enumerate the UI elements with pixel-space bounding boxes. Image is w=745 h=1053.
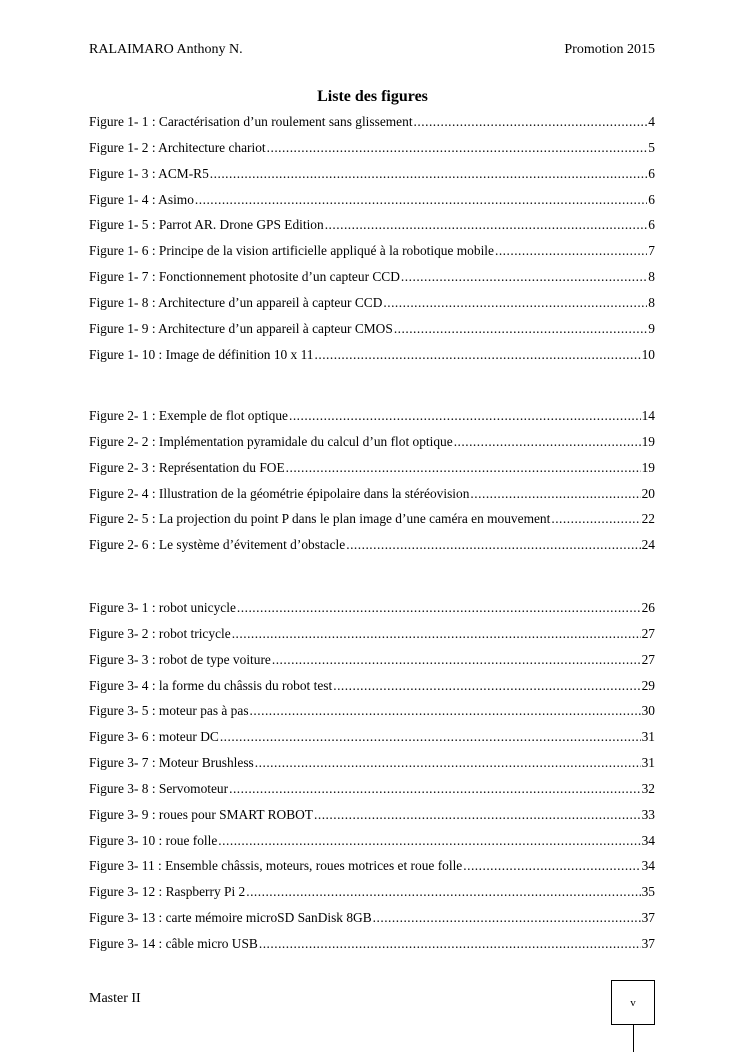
dot-leader	[210, 166, 648, 182]
figure-entry-page: 31	[641, 755, 655, 771]
dot-leader	[314, 807, 641, 823]
dot-leader	[551, 511, 640, 527]
figure-entry-page: 14	[641, 408, 655, 423]
page-number-box	[611, 980, 655, 1025]
dot-leader	[454, 434, 641, 450]
figure-entry-page: 27	[641, 625, 655, 641]
figure-entry-page: 37	[641, 935, 655, 951]
figure-entry[interactable]	[89, 537, 655, 563]
figure-entry-label: Figure 2- 5 : La projection du point P dans le plan image d’une caméra en mouvement	[89, 511, 551, 527]
page-number: v	[630, 996, 636, 1009]
figure-entry-label: Figure 2- 3 : Représentation du FOE	[89, 459, 285, 475]
figure-entry[interactable]	[89, 269, 655, 295]
figure-entry-page: 34	[641, 832, 655, 848]
figure-entry[interactable]	[89, 486, 655, 512]
figure-entry[interactable]	[89, 140, 655, 166]
dot-leader	[401, 269, 647, 285]
figure-entry-page: 37	[641, 910, 655, 926]
figure-entry-label: Figure 3- 9 : roues pour SMART ROBOT	[89, 806, 313, 822]
figure-entry-page: 6	[648, 191, 655, 207]
figure-entry[interactable]	[89, 781, 655, 807]
figure-entry[interactable]	[89, 295, 655, 321]
figure-entry[interactable]	[89, 755, 655, 781]
figure-entry-label: Figure 1- 4 : Asimo	[89, 191, 194, 207]
figure-entry[interactable]	[89, 884, 655, 910]
figure-entry-page: 10	[641, 346, 655, 362]
figure-entry-label: Figure 1- 2 : Architecture chariot	[89, 139, 266, 155]
figure-entry[interactable]	[89, 703, 655, 729]
figure-entry-label: Figure 3- 12 : Raspberry Pi 2	[89, 884, 246, 900]
figure-entry-page: 6	[648, 217, 655, 233]
figure-entry[interactable]	[89, 511, 655, 537]
dot-leader	[325, 217, 648, 233]
figure-entry-label: Figure 1- 7 : Fonctionnement photosite d’un capteur CCD	[89, 269, 400, 285]
page-title: Liste des figures	[317, 88, 428, 105]
header-promotion: Promotion 2015	[564, 42, 655, 57]
figure-entry-label: Figure 3- 8 : Servomoteur	[89, 780, 229, 796]
dot-leader	[373, 910, 641, 926]
figure-entry-page: 33	[641, 806, 655, 822]
figure-entry-label: Figure 1- 10 : Image de définition 10 x 11	[89, 346, 314, 362]
figure-entry[interactable]	[89, 347, 655, 373]
dot-leader	[218, 833, 640, 849]
dot-leader	[394, 321, 647, 337]
dot-leader	[470, 486, 640, 502]
figure-entry[interactable]	[89, 600, 655, 626]
figure-list-chapter-2	[89, 408, 655, 563]
figure-entry-label: Figure 3- 6 : moteur DC	[89, 729, 219, 745]
dot-leader	[463, 858, 640, 874]
dot-leader	[220, 729, 641, 745]
figure-entry-page: 26	[641, 600, 655, 615]
figure-entry-label: Figure 3- 7 : Moteur Brushless	[89, 755, 254, 771]
figure-entry[interactable]	[89, 833, 655, 859]
figure-entry-page: 19	[641, 433, 655, 449]
dot-leader	[195, 192, 647, 208]
figure-entry-page: 19	[641, 459, 655, 475]
figure-entry-label: Figure 3- 14 : câble micro USB	[89, 935, 258, 951]
figure-entry-label: Figure 3- 11 : Ensemble châssis, moteurs, roues motrices et roue folle	[89, 858, 463, 874]
figure-entry-label: Figure 2- 6 : Le système d’évitement d’obstacle	[89, 537, 346, 553]
figure-entry-page: 29	[641, 677, 655, 693]
figure-entry-page: 35	[641, 884, 655, 900]
figure-entry-page: 9	[648, 320, 655, 336]
figure-entry-label: Figure 3- 5 : moteur pas à pas	[89, 703, 249, 719]
figure-entry[interactable]	[89, 729, 655, 755]
figure-entry[interactable]	[89, 114, 655, 140]
figure-entry-label: Figure 3- 10 : roue folle	[89, 832, 218, 848]
figure-entry[interactable]	[89, 460, 655, 486]
dot-leader	[255, 755, 641, 771]
figure-entry[interactable]	[89, 321, 655, 347]
figure-entry[interactable]	[89, 166, 655, 192]
figure-entry-page: 8	[648, 294, 655, 310]
dot-leader	[286, 460, 641, 476]
figure-entry[interactable]	[89, 858, 655, 884]
dot-leader	[289, 408, 641, 424]
figure-entry-page: 22	[641, 511, 655, 527]
figure-entry-label: Figure 2- 2 : Implémentation pyramidale du calcul d’un flot optique	[89, 433, 453, 449]
figure-entry[interactable]	[89, 243, 655, 269]
dot-leader	[315, 347, 641, 363]
dot-leader	[237, 600, 641, 616]
figure-entry-page: 31	[641, 729, 655, 745]
figure-entry-label: Figure 1- 9 : Architecture d’un appareil à capteur CMOS	[89, 320, 393, 336]
figure-entry-label: Figure 3- 1 : robot unicycle	[89, 600, 236, 615]
dot-leader	[495, 243, 647, 259]
figure-entry[interactable]	[89, 192, 655, 218]
figure-entry[interactable]	[89, 434, 655, 460]
figure-list-chapter-1	[89, 114, 655, 372]
figure-entry[interactable]	[89, 936, 655, 962]
dot-leader	[267, 140, 648, 156]
figure-entry-label: Figure 1- 5 : Parrot AR. Drone GPS Edition	[89, 217, 324, 233]
dot-leader	[259, 936, 641, 952]
page-box-rule	[633, 1024, 634, 1052]
dot-leader	[383, 295, 647, 311]
figure-entry-page: 27	[641, 651, 655, 667]
figure-entry-label: Figure 1- 1 : Caractérisation d’un roulement sans glissement	[89, 114, 413, 129]
dot-leader	[346, 537, 640, 553]
header-author: RALAIMARO Anthony N.	[89, 42, 243, 57]
figure-entry[interactable]	[89, 678, 655, 704]
figure-list-chapter-3	[89, 600, 655, 962]
dot-leader	[414, 114, 648, 130]
figure-entry-page: 5	[648, 139, 655, 155]
figure-entry-page: 24	[641, 537, 655, 553]
dot-leader	[246, 884, 640, 900]
figure-entry[interactable]	[89, 652, 655, 678]
figure-entry-label: Figure 2- 4 : Illustration de la géométrie épipolaire dans la stéréovision	[89, 485, 470, 501]
figure-entry-label: Figure 2- 1 : Exemple de flot optique	[89, 408, 288, 423]
dot-leader	[272, 652, 641, 668]
figure-entry-page: 4	[648, 114, 655, 129]
dot-leader	[229, 781, 641, 797]
figure-entry-page: 6	[648, 165, 655, 181]
figure-entry-label: Figure 3- 3 : robot de type voiture	[89, 651, 271, 667]
figure-entry-label: Figure 1- 8 : Architecture d’un appareil à capteur CCD	[89, 294, 383, 310]
figure-entry[interactable]	[89, 807, 655, 833]
figure-entry-label: Figure 3- 4 : la forme du châssis du robot test	[89, 677, 333, 693]
figure-entry[interactable]	[89, 910, 655, 936]
dot-leader	[250, 703, 641, 719]
figure-entry-page: 34	[641, 858, 655, 874]
figure-entry-page: 7	[648, 243, 655, 259]
figure-entry-page: 32	[641, 780, 655, 796]
figure-entry-page: 30	[641, 703, 655, 719]
figure-entry[interactable]	[89, 626, 655, 652]
figure-entry-page: 8	[648, 269, 655, 285]
figure-entry[interactable]	[89, 217, 655, 243]
figure-entry-label: Figure 1- 3 : ACM-R5	[89, 165, 209, 181]
dot-leader	[232, 626, 641, 642]
figure-entry-label: Figure 3- 13 : carte mémoire microSD SanDisk 8GB	[89, 910, 372, 926]
figure-entry-page: 20	[641, 485, 655, 501]
page-header	[89, 42, 655, 58]
dot-leader	[333, 678, 640, 694]
figure-entry[interactable]	[89, 408, 655, 434]
footer-level: Master II	[89, 991, 141, 1006]
figure-entry-label: Figure 3- 2 : robot tricycle	[89, 625, 231, 641]
figure-entry-label: Figure 1- 6 : Principe de la vision artificielle appliqué à la robotique mobile	[89, 243, 494, 259]
